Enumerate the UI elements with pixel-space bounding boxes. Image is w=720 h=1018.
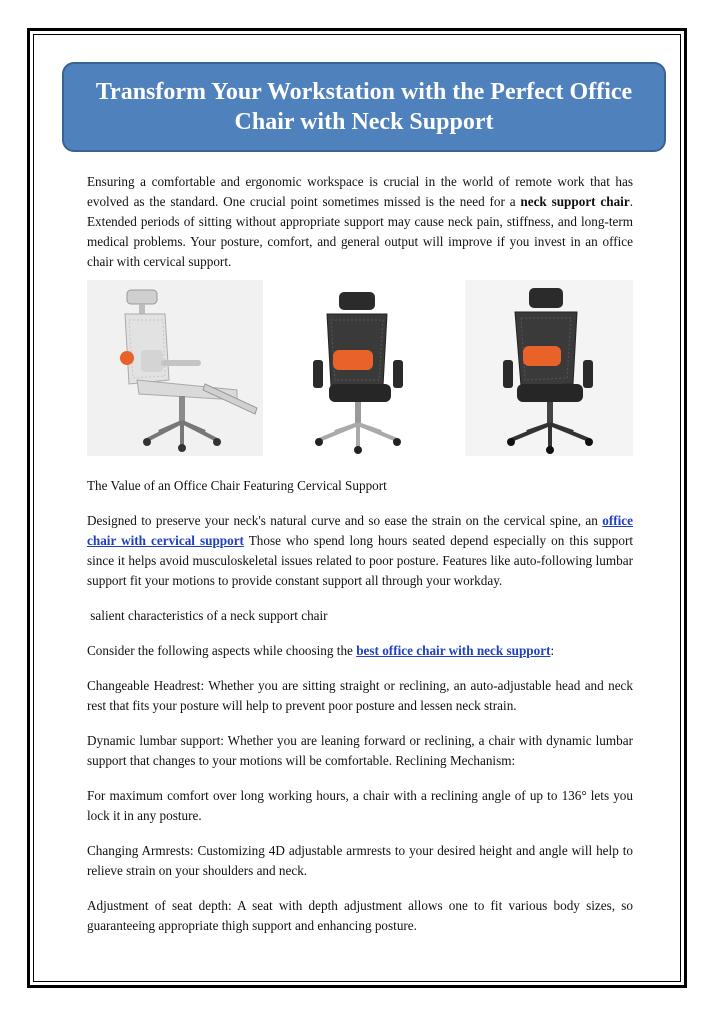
consider-paragraph <box>87 641 633 661</box>
intro-text-1: Ensuring a comfortable and ergonomic workspace is crucial in the world of remote work that has evolved as the standard. One crucial point sometimes missed is the need for a <box>87 174 633 209</box>
chair-photo-grey <box>87 280 263 456</box>
section-heading-features: salient characteristics of a neck support chair <box>87 608 328 623</box>
value-text-2: Those who spend long hours seated depend especially on this support since it helps avoid musculoskeletal issues related to poor posture. Features like auto-following lumbar support fit your motions to provide constant support all through your workday. <box>87 533 633 588</box>
feature-armrests: Changing Armrests: Customizing 4D adjustable armrests to your desired height and angle will help to relieve strain on your shoulders and neck. <box>87 843 633 878</box>
consider-colon: : <box>550 643 555 658</box>
section-heading-value: The Value of an Office Chair Featuring Cervical Support <box>87 478 387 493</box>
grey-chair-icon <box>87 280 263 456</box>
black-chair-icon <box>289 280 429 456</box>
feature-headrest: Changeable Headrest: Whether you are sitting straight or reclining, an auto-adjustable head and neck rest that fits your posture will help to prevent poor posture and lessen neck strain. <box>87 678 633 713</box>
feature-lumbar: Dynamic lumbar support: Whether you are leaning forward or reclining, a chair with dynamic lumbar support that changes to your motions will be comfortable. Reclining Mechanism: <box>87 733 633 768</box>
article-body <box>87 476 633 951</box>
intro-paragraph <box>87 172 633 272</box>
feature-reclining: For maximum comfort over long working hours, a chair with a reclining angle of up to 136° lets you lock it in any posture. <box>87 788 633 823</box>
feature-seat-depth: Adjustment of seat depth: A seat with depth adjustment allows one to fit various body sizes, so guaranteeing appropriate thigh support and enhancing posture. <box>87 898 633 933</box>
black-chair-angle-icon <box>465 280 633 456</box>
intro-section <box>87 172 633 287</box>
title-banner <box>62 62 666 152</box>
value-text-1: Designed to preserve your neck's natural curve and so ease the strain on the cervical spine, an <box>87 513 603 528</box>
intro-text-2: . Extended periods of sitting without appropriate support may cause neck pain, stiffness, and long-term medical problems. Your posture, comfort, and general output will improve if you invest in an office chair with cervical support. <box>87 194 633 269</box>
best-chair-link[interactable]: best office chair with neck support <box>356 643 551 658</box>
chair-photo-black-angle <box>465 280 633 456</box>
office-chair-cervical-link[interactable]: office chair with cervical support <box>87 513 633 548</box>
page-title: Transform Your Workstation with the Perfect Office Chair with Neck Support <box>95 79 633 135</box>
chair-image-gallery <box>87 280 633 456</box>
chair-photo-black-front <box>289 280 429 456</box>
intro-bold-keyword: neck support chair <box>520 194 630 209</box>
consider-text: Consider the following aspects while choosing the <box>87 643 357 658</box>
value-paragraph <box>87 511 633 591</box>
